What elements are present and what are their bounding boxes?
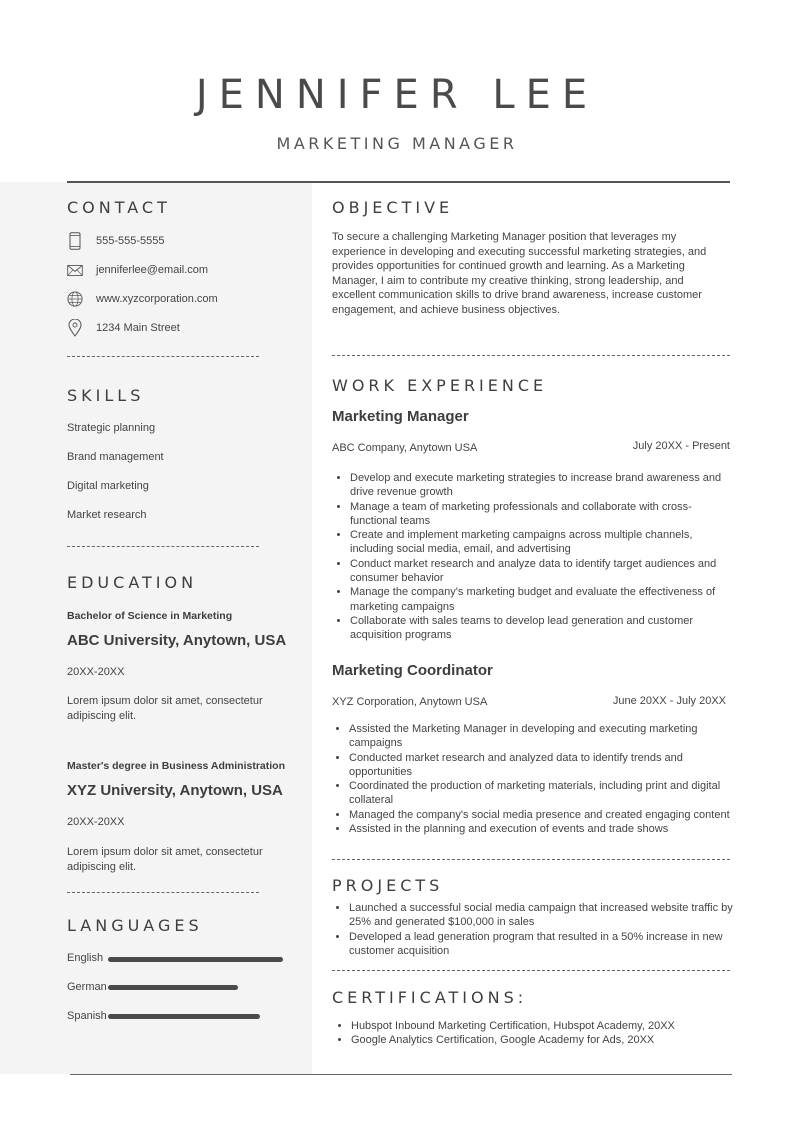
section-divider	[332, 355, 730, 356]
contact-email	[67, 260, 208, 280]
job-company: XYZ Corporation, Anytown USA	[332, 696, 488, 708]
language-name: Spanish	[67, 1010, 107, 1022]
project-list	[331, 901, 747, 958]
globe-icon	[67, 290, 83, 308]
candidate-role: MARKETING MANAGER	[276, 134, 518, 153]
job-bullet: • Create and implement marketing campaigns across multiple channels, including social media, email, and advertising	[350, 528, 734, 557]
header-divider	[67, 181, 730, 183]
projects-heading: PROJECTS	[332, 876, 444, 895]
job-bullet: • Manage a team of marketing professionals and collaborate with cross-functional teams	[350, 500, 734, 529]
candidate-name: JENNIFER LEE	[195, 72, 599, 118]
job-title: Marketing Manager	[332, 408, 469, 425]
job-bullet: • Collaborate with sales teams to develop lead generation and customer acquisition programs	[350, 614, 734, 643]
sidebar-divider	[67, 356, 259, 357]
certification-list	[333, 1019, 749, 1048]
skill-item: Digital marketing	[67, 480, 149, 492]
job-bullet: • Conduct market research and analyze data to identify target audiences and consumer behavior	[350, 557, 734, 586]
contact-heading: CONTACT	[67, 198, 171, 217]
sidebar-divider	[67, 546, 259, 547]
job-bullet: • Assisted in the planning and execution of events and trade shows	[349, 822, 735, 836]
mail-icon	[67, 261, 83, 279]
education-degree: Master's degree in Business Administration	[67, 760, 285, 772]
sidebar	[0, 182, 312, 1074]
skill-item: Brand management	[67, 451, 164, 463]
education-years: 20XX-20XX	[67, 816, 125, 828]
certification-item: • Google Analytics Certification, Google Academy for Ads, 20XX	[351, 1033, 749, 1047]
education-degree: Bachelor of Science in Marketing	[67, 610, 233, 622]
job-company: ABC Company, Anytown USA	[332, 442, 478, 454]
education-years: 20XX-20XX	[67, 666, 125, 678]
job-title: Marketing Coordinator	[332, 662, 493, 679]
education-school: XYZ University, Anytown, USA	[67, 782, 283, 799]
job-bullet: • Manage the company's marketing budget and evaluate the effectiveness of marketing campaigns	[350, 585, 734, 614]
phone-icon	[67, 232, 83, 250]
job-bullet: • Assisted the Marketing Manager in developing and executing marketing campaigns	[349, 722, 735, 751]
objective-heading: OBJECTIVE	[332, 198, 454, 217]
education-school: ABC University, Anytown, USA	[67, 632, 287, 649]
language-level-bar	[108, 957, 283, 962]
project-item: • Launched a successful social media campaign that increased website traffic by 25% and generated $100,000 in sales	[349, 901, 747, 930]
address-text: 1234 Main Street	[96, 322, 180, 334]
job-bullets	[331, 722, 735, 836]
education-heading: EDUCATION	[67, 573, 198, 592]
education-description: Lorem ipsum dolor sit amet, consectetur adipiscing elit.	[67, 695, 263, 722]
job-bullet: • Conducted market research and analyzed data to identify trends and opportunities	[349, 751, 735, 780]
education-description: Lorem ipsum dolor sit amet, consectetur adipiscing elit.	[67, 846, 263, 873]
job-dates: June 20XX - July 20XX	[612, 695, 726, 707]
skill-item: Market research	[67, 509, 147, 521]
job-dates: July 20XX - Present	[632, 440, 730, 452]
experience-heading: WORK EXPERIENCE	[332, 376, 548, 395]
website-text: www.xyzcorporation.com	[96, 293, 218, 305]
language-name: German	[67, 981, 107, 993]
contact-phone	[67, 231, 165, 251]
languages-heading: LANGUAGES	[67, 916, 203, 935]
objective-text: To secure a challenging Marketing Manager position that leverages my experience in developing and executing successful marketing strategies, and provides opportunities for continued growth and learning. As a Marketing Manager, I aim to contribute my creative thinking, strong leadership, and excellent communication skills to drive brand awareness, increase customer engagement, and achieve business objectives.	[332, 231, 707, 316]
project-item: • Developed a lead generation program that resulted in a 50% increase in new customer acquisition	[349, 930, 747, 959]
language-level-bar	[108, 985, 238, 990]
skills-heading: SKILLS	[67, 386, 145, 405]
job-bullets	[332, 471, 734, 643]
certifications-heading: CERTIFICATIONS:	[332, 988, 528, 1007]
sidebar-divider	[67, 892, 259, 893]
footer-divider	[70, 1074, 732, 1075]
language-level-bar	[108, 1014, 260, 1019]
language-name: English	[67, 952, 104, 964]
job-bullet: • Develop and execute marketing strategies to increase brand awareness and drive revenue growth	[350, 471, 734, 500]
section-divider	[332, 859, 730, 860]
job-bullet: • Managed the company's social media presence and created engaging content	[349, 808, 735, 822]
certification-item: • Hubspot Inbound Marketing Certification, Hubspot Academy, 20XX	[351, 1019, 749, 1033]
contact-website	[67, 289, 218, 309]
job-bullet: • Coordinated the production of marketing materials, including print and digital collateral	[349, 779, 735, 808]
location-pin-icon	[67, 319, 83, 337]
email-text: jenniferlee@email.com	[96, 264, 209, 276]
section-divider	[332, 970, 730, 971]
skill-item: Strategic planning	[67, 422, 156, 434]
phone-text: 555-555-5555	[96, 235, 165, 247]
contact-address	[67, 318, 180, 338]
